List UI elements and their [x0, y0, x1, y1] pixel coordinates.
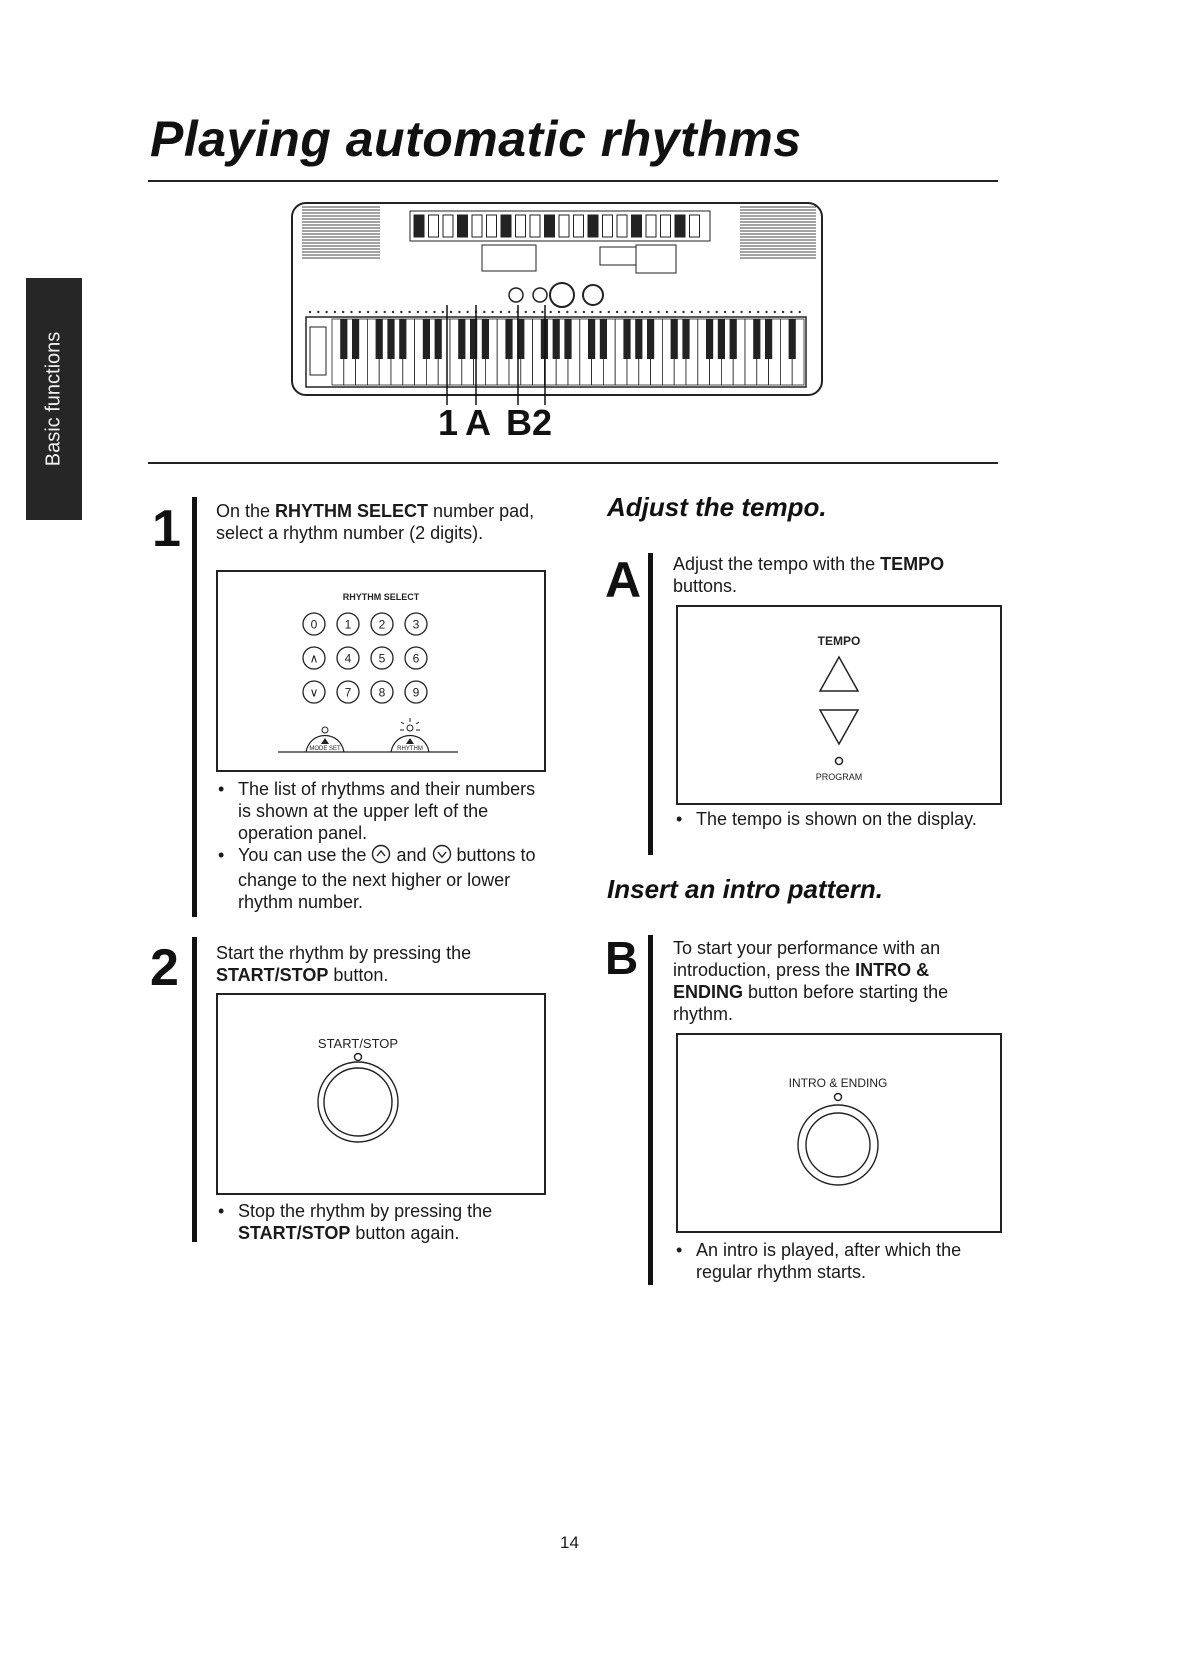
- title-rule: [148, 180, 998, 182]
- tempo-heading: Adjust the tempo.: [607, 492, 827, 522]
- step-1-number: 1: [152, 500, 181, 558]
- pad-key-label: 5: [378, 651, 386, 666]
- step-1-bar: [192, 497, 197, 917]
- pad-key-label: 4: [344, 651, 352, 666]
- page-title: Playing automatic rhythms: [150, 111, 802, 167]
- pad-key-label: 3: [412, 617, 420, 632]
- step-b-notes: [674, 1239, 994, 1283]
- step-a-notes: [674, 808, 984, 830]
- intro-ending-label: INTRO & ENDING: [788, 1076, 888, 1090]
- step-2-notes: [216, 1200, 542, 1244]
- page-number: 14: [560, 1533, 579, 1552]
- step-1-note-1: • The list of rhythms and their numbers is shown at the upper left of the operation panel.: [216, 778, 542, 844]
- down-circle-icon: [432, 844, 452, 869]
- pad-key-label: 8: [378, 685, 386, 700]
- side-tab-label: Basic functions: [42, 331, 65, 467]
- section-rule: [148, 462, 998, 464]
- callout-2: 2: [532, 402, 553, 443]
- step-a-note-1: • The tempo is shown on the display.: [674, 808, 984, 830]
- step-b-text: To start your performance with an introduction, press the INTRO & ENDING button before starting the rhythm.: [673, 938, 949, 1024]
- up-circle-icon: [371, 844, 391, 869]
- pad-key-label: 2: [378, 617, 386, 632]
- callout-1: 1: [438, 402, 459, 443]
- step-b-bar: [648, 935, 653, 1285]
- pad-key-label: ∨: [309, 685, 319, 700]
- tempo-label: TEMPO: [817, 634, 861, 648]
- callout-b: B: [506, 402, 532, 443]
- step-1-text: On the RHYTHM SELECT number pad, select a rhythm number (2 digits).: [216, 501, 535, 543]
- rhythm-label: RHYTHM: [397, 746, 423, 752]
- step-b-letter: B: [605, 932, 639, 984]
- rhythm-select-panel: [216, 570, 546, 772]
- tempo-down-icon: [820, 710, 858, 744]
- tempo-up-icon: [820, 657, 858, 691]
- step-1-notes: [216, 778, 542, 913]
- keyboard-illustration: [280, 195, 840, 463]
- side-tab: [26, 278, 82, 520]
- program-label: PROGRAM: [815, 772, 863, 782]
- start-stop-panel: [216, 993, 546, 1195]
- step-1-note-2: • You can use the and buttons to change to the next higher or lower rhythm number.: [216, 844, 542, 913]
- step-2-text: Start the rhythm by pressing the START/STOP button.: [216, 943, 472, 985]
- tempo-panel: [676, 605, 1002, 805]
- step-2-note-1: • Stop the rhythm by pressing the START/STOP button again.: [216, 1200, 542, 1244]
- step-2-bar: [192, 937, 197, 1242]
- intro-ending-panel: [676, 1033, 1002, 1233]
- step-a-letter: A: [605, 552, 642, 608]
- pad-key-label: 1: [344, 617, 352, 632]
- pad-key-label: 7: [344, 685, 352, 700]
- step-b-note-1: • An intro is played, after which the regular rhythm starts.: [674, 1239, 994, 1283]
- pad-key-label: 6: [412, 651, 420, 666]
- step-a-text: Adjust the tempo with the TEMPO buttons.: [673, 554, 945, 596]
- pad-key-label: 9: [412, 685, 420, 700]
- rhythm-select-label: RHYTHM SELECT: [342, 592, 420, 602]
- intro-heading: Insert an intro pattern.: [607, 874, 883, 904]
- start-stop-label: START/STOP: [317, 1036, 399, 1051]
- pad-key-label: ∧: [309, 651, 319, 666]
- pad-key-label: 0: [310, 617, 318, 632]
- step-2-number: 2: [150, 939, 179, 997]
- callout-a: A: [465, 402, 491, 443]
- step-a-bar: [648, 553, 653, 855]
- mode-set-label: MODE SET: [309, 746, 341, 752]
